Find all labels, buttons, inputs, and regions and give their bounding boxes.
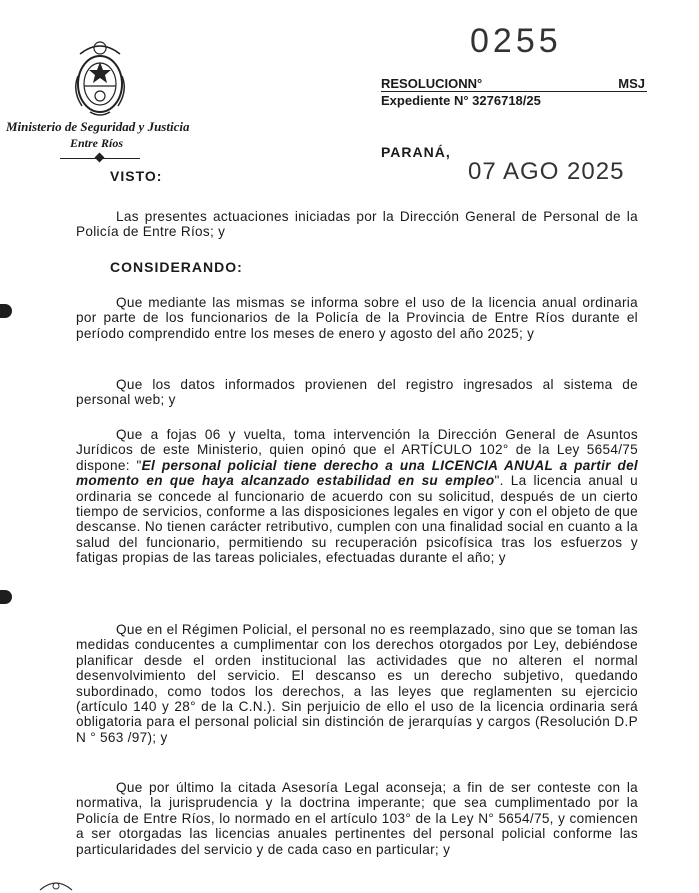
divider-ornament: [95, 153, 105, 163]
date-stamp: 07 AGO 2025: [468, 158, 625, 185]
paragraph-licencia-uso: Que mediante las mismas se informa sobre el uso de la licencia anual ordinaria por parte de los funcionarios de la Policía de la Provincia de Entre Ríos durante el período comprendido entre los meses de enero y agosto del año 2025; y: [76, 295, 638, 341]
province-name: Entre Ríos: [70, 136, 124, 150]
coat-of-arms-emblem: [68, 36, 132, 120]
article-quote: El personal policial tiene derecho a una LICENCIA ANUAL a partir del momento en que haya alcanzado estabilidad en su empleo: [76, 457, 639, 489]
paragraph-regimen-policial: Que en el Régimen Policial, el personal no es reemplazado, sino que se toman las medidas conducentes a cumplimentar con los derechos otorgados por Ley, debiéndose planificar desde el orden institucional las actividades que no alteren el normal desenvolvimiento del servicio. El descanso es un derecho subjetivo, quedando subordinado, como todos los derechos, a las leyes que reglamenten su ejercicio (artículo 140 y 28° de la C.N.). Sin perjuicio de ello el uso de la licencia ordinaria será obligatoria para el personal policial sin distinción de jerarquías y cargos (Resolución D.P N ° 563 /97); y: [76, 622, 638, 745]
resolution-label-line: [381, 76, 647, 92]
resolution-number: 0255: [470, 22, 562, 60]
paragraph-datos: Que los datos informados provienen del registro ingresados al sistema de personal web; y: [76, 377, 638, 408]
expediente-number: Expediente N° 3276718/25: [381, 93, 541, 108]
visto-heading: VISTO:: [110, 168, 163, 184]
msj-label: MSJ: [618, 76, 645, 91]
resolucion-label: RESOLUCIONN°: [381, 76, 483, 91]
paragraph-asuntos-juridicos: Que a fojas 06 y vuelta, toma intervención la Dirección General de Asuntos Jurídicos de este Ministerio, quien opinó que el ARTÍCULO 102° de la Ley 5654/75 dispone: "El personal policial tiene derecho a una LICENCIA ANUAL a partir del momento en que haya alcanzado estabilidad en su empleo". La licencia anual u ordinaria se concede al funcionario de acuerdo con su solicitud, después de un cierto tiempo de servicios, conforme a las disposiciones legales en vigor y con el objeto de que descanse. No tienen carácter retributivo, cumplen con una finalidad social en cuanto a la salud del funcionario, permitiendo su recuperación psicofísica tras los esfuerzos y fatigas propias de las tareas policiales, efectuadas durante el año; y: [76, 427, 639, 566]
place-label: PARANÁ,: [381, 144, 451, 160]
punch-hole-mark-2: [0, 590, 12, 604]
stamp-fragment: [36, 872, 76, 893]
ministry-name: Ministerio de Seguridad y Justicia: [6, 119, 190, 134]
punch-hole-mark: [0, 304, 12, 318]
paragraph-asesoria-legal: Que por último la citada Asesoría Legal aconseja; a fin de ser conteste con la normativa, la jurisprudencia y la doctrina imperante; que sea cumplimentado por la Policía de Entre Ríos, lo normado en el artículo 103° de la Ley N° 5654/75, y comiencen a ser otorgadas las licencias anuales pertinentes del personal policial conforme las particularidades del servicio y de cada caso en particular; y: [76, 780, 638, 857]
considerando-heading: CONSIDERANDO:: [110, 259, 243, 275]
paragraph-visto: Las presentes actuaciones iniciadas por la Dirección General de Personal de la Policía de Entre Ríos; y: [76, 209, 638, 240]
